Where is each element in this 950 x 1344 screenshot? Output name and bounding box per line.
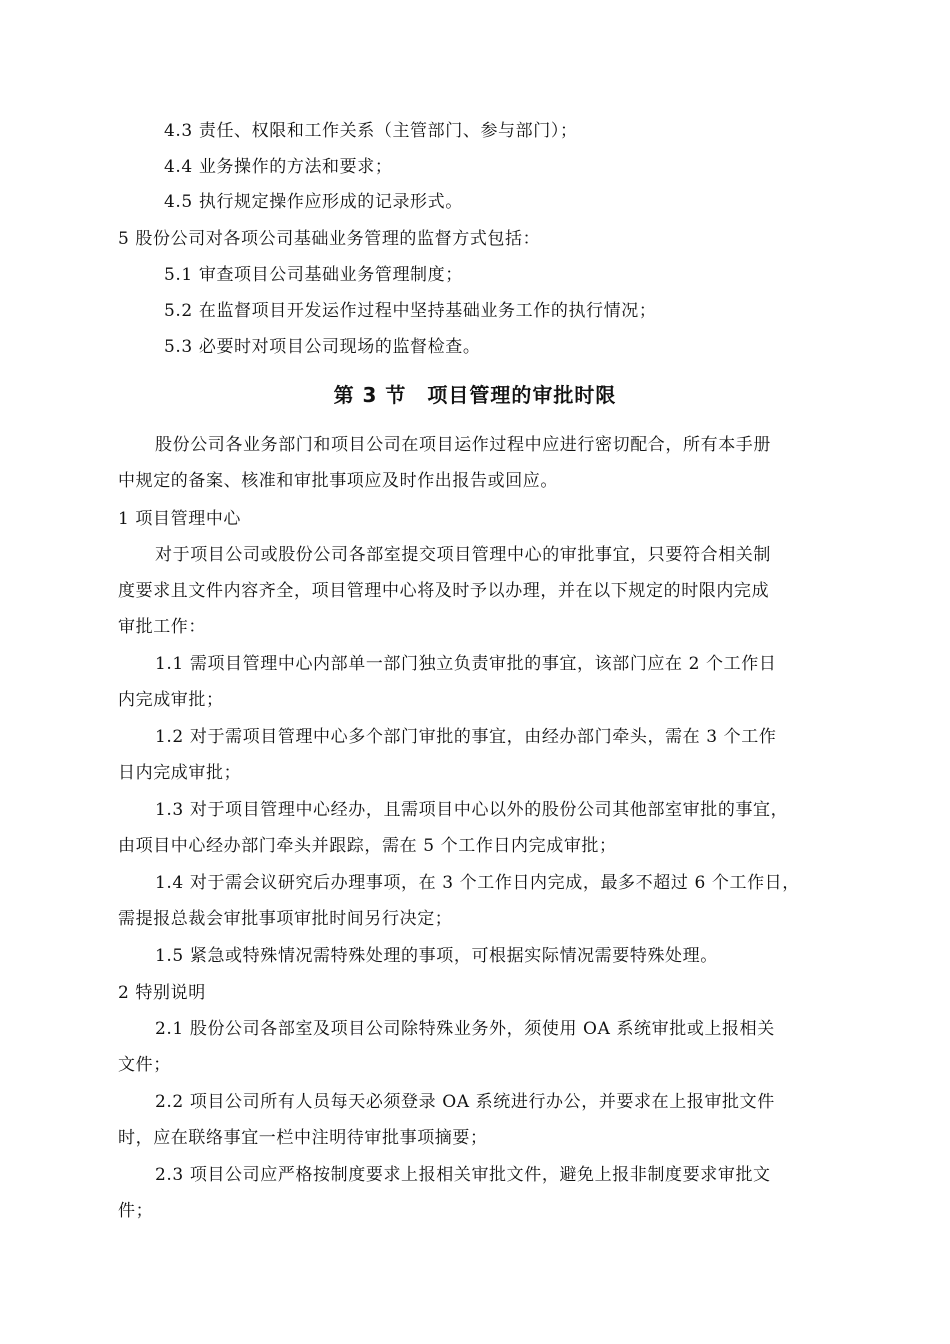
item-5-heading: 5 股份公司对各项公司基础业务管理的监督方式包括： bbox=[118, 229, 541, 249]
item-1-3-line-1: 1.3 对于项目管理中心经办，且需项目中心以外的股份公司其他部室审批的事宜， bbox=[155, 800, 789, 820]
part1-para-line-2: 度要求且文件内容齐全，项目管理中心将及时予以办理，并在以下规定的时限内完成 bbox=[118, 581, 770, 601]
item-1-4-line-1: 1.4 对于需会议研究后办理事项，在 3 个工作日内完成，最多不超过 6 个工作日， bbox=[155, 873, 800, 893]
item-2-1-line-2: 文件； bbox=[118, 1055, 171, 1075]
part1-heading: 1 项目管理中心 bbox=[118, 509, 242, 529]
item-1-1-line-1: 1.1 需项目管理中心内部单一部门独立负责审批的事宜，该部门应在 2 个工作日 bbox=[155, 654, 777, 674]
item-1-2-line-1: 1.2 对于需项目管理中心多个部门审批的事宜，由经办部门牵头，需在 3 个工作 bbox=[155, 727, 777, 747]
intro-line-2: 中规定的备案、核准和审批事项应及时作出报告或回应。 bbox=[118, 471, 558, 491]
item-4-4: 4.4 业务操作的方法和要求； bbox=[164, 157, 393, 177]
intro-line-1: 股份公司各业务部门和项目公司在项目运作过程中应进行密切配合，所有本手册 bbox=[155, 435, 771, 455]
item-2-2-line-1: 2.2 项目公司所有人员每天必须登录 OA 系统进行办公，并要求在上报审批文件 bbox=[155, 1092, 775, 1112]
item-2-3-line-2: 件； bbox=[118, 1201, 154, 1221]
item-2-1-line-1: 2.1 股份公司各部室及项目公司除特殊业务外，须使用 OA 系统审批或上报相关 bbox=[155, 1019, 775, 1039]
item-2-3-line-1: 2.3 项目公司应严格按制度要求上报相关审批文件，避免上报非制度要求审批文 bbox=[155, 1165, 771, 1185]
item-1-3-line-2: 由项目中心经办部门牵头并跟踪，需在 5 个工作日内完成审批； bbox=[118, 836, 617, 856]
part1-para-line-3: 审批工作： bbox=[118, 617, 206, 637]
item-5-3: 5.3 必要时对项目公司现场的监督检查。 bbox=[164, 337, 481, 357]
item-1-1-line-2: 内完成审批； bbox=[118, 690, 224, 710]
item-2-2-line-2: 时，应在联络事宜一栏中注明待审批事项摘要； bbox=[118, 1128, 488, 1148]
item-1-5: 1.5 紧急或特殊情况需特殊处理的事项，可根据实际情况需要特殊处理。 bbox=[155, 946, 718, 966]
item-1-4-line-2: 需提报总裁会审批事项审批时间另行决定； bbox=[118, 909, 453, 929]
item-4-3: 4.3 责任、权限和工作关系（主管部门、参与部门）； bbox=[164, 121, 578, 141]
item-5-2: 5.2 在监督项目开发运作过程中坚持基础业务工作的执行情况； bbox=[164, 301, 657, 321]
part1-para-line-1: 对于项目公司或股份公司各部室提交项目管理中心的审批事宜，只要符合相关制 bbox=[155, 545, 771, 565]
section-title: 第 3 节 项目管理的审批时限 bbox=[333, 383, 617, 407]
item-5-1: 5.1 审查项目公司基础业务管理制度； bbox=[164, 265, 463, 285]
item-4-5: 4.5 执行规定操作应形成的记录形式。 bbox=[164, 192, 463, 212]
part2-heading: 2 特别说明 bbox=[118, 983, 206, 1003]
item-1-2-line-2: 日内完成审批； bbox=[118, 763, 242, 783]
